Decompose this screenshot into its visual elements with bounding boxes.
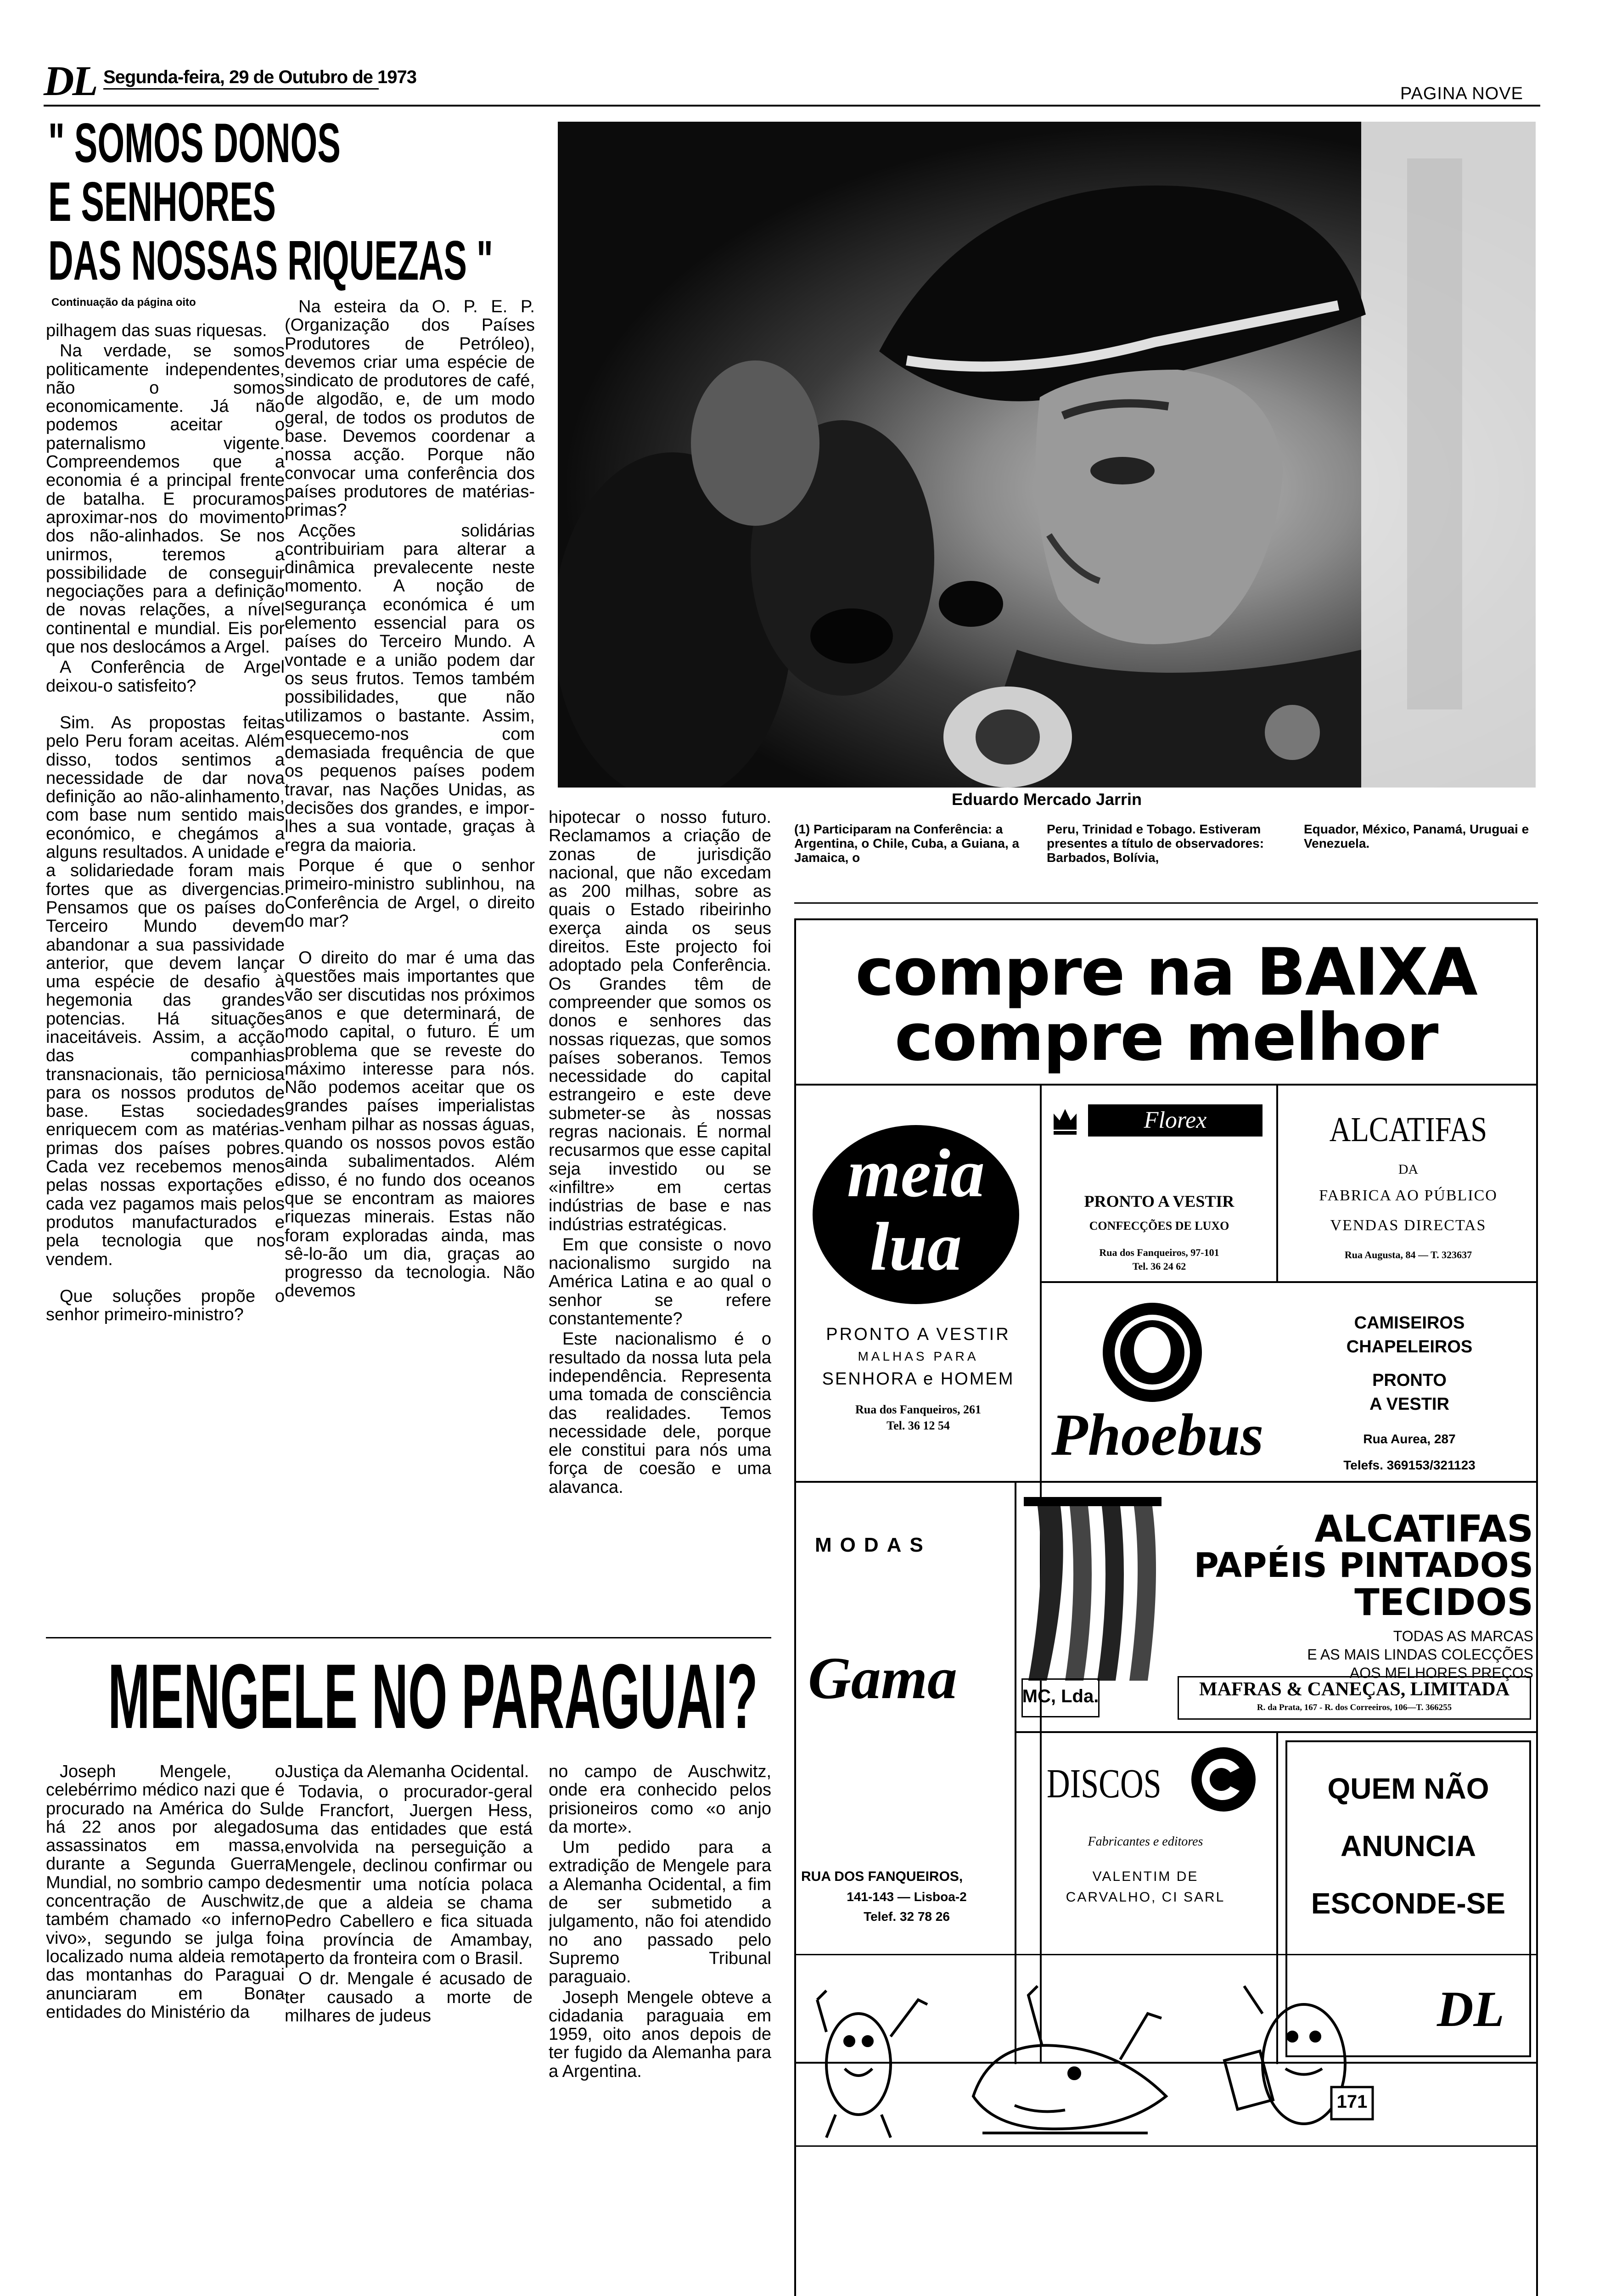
phoebus-line-2: CHAPELEIROS <box>1346 1337 1473 1356</box>
meialua-tel: Tel. 36 12 54 <box>887 1419 950 1432</box>
article-paragraph: Acções solidárias contribuiriam para alterar a dinâmica prevalecente neste momento. A noção de segurança económica é um elemento essencial para os países do Terceiro Mundo. A vontade e a união podem dar os seus frutos. Temos também possibilidades, que não utilizamos o bastante. Assim, esquecemo-nos com demasiada frequência de que os pequenos países podem travar, nas Nações Unidas, as decisões dos grandes, e impor-lhes a sua vontade, graças à regra da maioria. <box>285 521 535 855</box>
florex-line-1: PRONTO A VESTIR <box>1084 1192 1234 1210</box>
meialua-line-3: SENHORA e HOMEM <box>822 1369 1015 1389</box>
mengele-paragraph: O dr. Mengale é acusado de ter causado a morte de milhares de judeus <box>285 1969 533 2026</box>
florex-tel: Tel. 36 24 62 <box>1132 1261 1186 1272</box>
mafras-line-5: E AS MAIS LINDAS COLECÇÕES <box>1307 1646 1533 1663</box>
mafras-line-6: AOS MELHORES PREÇOS <box>1349 1665 1533 1681</box>
article-paragraph: pilhagem das suas riquesas. <box>46 321 267 340</box>
mafras-company: MAFRAS & CANEÇAS, LIMITADA <box>1199 1679 1509 1700</box>
header-date: Segunda-feira, 29 de Outubro de 1973 <box>103 67 416 87</box>
portrait-photo <box>558 122 1536 788</box>
mengele-paragraph: Joseph Mengele, o celebérrimo médico nazi que é procurado na América do Sul há 22 anos por alegados assassinatos em massa, durante a Segunda Guerra Mundial, no sombrio campo de concentração de Auschwitz, também chamado «o inferno vivo», segundo se julga foi localizado numa aldeia remota das montanhas do Paraguai anunciaram em Bona entidades do Ministério da <box>46 1762 285 2022</box>
article-column-2 <box>285 298 535 1620</box>
article-question: Em que consiste o novo nacionalismo surgido na América Latina e ao qual o senhor se refere constantemente? <box>549 1235 771 1329</box>
article-question: Que soluções propõe o senhor primeiro-ministro? <box>46 1286 285 1325</box>
phoebus-sun-icon <box>1100 1300 1205 1405</box>
mafras-line-1: ALCATIFAS <box>1314 1508 1533 1550</box>
gama-address: RUA DOS FANQUEIROS, <box>801 1869 963 1884</box>
meialua-line-2: MALHAS PARA <box>858 1349 979 1363</box>
phoebus-address: Rua Aurea, 287 <box>1363 1432 1456 1446</box>
footnote-col-3: Equador, México, Panamá, Uruguai e Venezuela. <box>1304 822 1529 850</box>
cartoon-tag: 171 <box>1336 2092 1368 2112</box>
article-paragraph: Na esteira da O. P. E. P. (Organização dos Países Produtores de Petróleo), devemos criar uma espécie de sindicato de produtores de café, de algodão, e, de um modo geral, de todos os produtos de base. Devemos coordenar a nossa acção. Porque não convocar uma conferência dos países produtores de matérias-primas? <box>285 298 535 520</box>
cartoon-illustration <box>799 1958 1533 2142</box>
article-question: A Conferência de Argel deixou-o satisfeito? <box>46 658 285 696</box>
article-question: Porque é que o senhor primeiro-ministro sublinhou, na Conferência de Argel, o direito do mar? <box>285 855 535 931</box>
discos-vc-logo <box>1189 1745 1258 1814</box>
quem-line-1: QUEM NÃO <box>1327 1772 1489 1805</box>
mengele-column-3 <box>549 1762 771 2146</box>
footnote-col-2: Peru, Trinidad e Tobago. Estiveram presentes a título de observadores: Barbados, Bolívia, <box>1047 822 1264 865</box>
mengele-headline: MENGELE NO PARAGUAI? <box>108 1645 758 1748</box>
article-column-3 <box>549 808 771 1626</box>
mafras-mc-text: MC, Lda. <box>1022 1686 1099 1706</box>
alcatifas-line-1: DA <box>1398 1162 1419 1177</box>
article-paragraph: O direito do mar é uma das questões mais importantes que vão ser discutidas nos próximos anos e que determinará, de modo capital, o futuro. É um problema que se reveste do máximo interesse para nós. Não podemos aceitar que os grandes países imperialistas venham pilhar as nossas águas, quando os nossos povos estão ainda subalimentados. Além disso, é no fundo dos oceanos que se encontram as maiores riquezas minerais. Estas não foram exploradas ainda, mas sê-lo-ão um dia, graças ao progresso da tecnologia. Não devemos <box>285 948 535 1301</box>
curtain-illustration <box>1019 1488 1166 1685</box>
ad-grid-rule <box>794 1481 1538 1483</box>
mengele-column-1 <box>46 1762 285 2146</box>
discos-title: DISCOS <box>1047 1761 1162 1806</box>
ads-top-rule <box>794 902 1538 904</box>
ad-grid-rule <box>794 1084 1538 1086</box>
discos-line-1: Fabricantes e editores <box>1088 1835 1203 1849</box>
headline-line-3: DAS NOSSAS RIQUEZAS " <box>48 229 493 292</box>
mengele-paragraph: Um pedido para a extradição de Mengele para a Alemanha Ocidental, a fim de ser submetido a julgamento, não foi atendido no ano passado pelo Supremo Tribunal paraguaio. <box>549 1838 771 1987</box>
article-paragraph: Este nacionalismo é o resultado da nossa luta pela independência. Representa uma tomada de consciência das realidades. Temos necessidade dele, porque ele constitui para nós uma força de coesão e uma alavanca. <box>549 1329 771 1497</box>
continuation-note: Continuação da página oito <box>51 296 196 309</box>
florex-address: Rua dos Fanqueiros, 97-101 <box>1099 1247 1219 1258</box>
header-page: PAGINA NOVE <box>1400 84 1523 103</box>
article-paragraph: hipotecar o nosso futuro. Reclamamos a criação de zonas de jurisdição nacional, que não excedam as 200 milhas, sobre as quais o Estado ribeirinho exerça ainda os seus direitos. Este projecto foi adoptado pela Conferência. Os Grandes têm de compreender que somos os donos e senhores das nossas riquezas, que somos países soberanos. Temos necessidade do capital estrangeiro e este deve submeter-se às nossas regras nacionais. É normal recusarmos que esse capital seja investido ou se «infiltre» em certas indústrias de base e nas indústrias estratégicas. <box>549 808 771 1234</box>
footnote-col-1: (1) Participaram na Conferência: a Argentina, o Chile, Cuba, a Guiana, a Jamaica, o <box>794 822 1020 865</box>
gama-logo: Gama <box>808 1645 957 1711</box>
meialua-logo-text-1: meia <box>847 1135 985 1211</box>
headline-line-1: " SOMOS DONOS <box>48 112 341 174</box>
mengele-top-rule <box>46 1637 771 1638</box>
ad-grid-rule <box>1276 1084 1278 1281</box>
mengele-paragraph: Justiça da Alemanha Ocidental. <box>285 1762 529 1781</box>
quem-line-2: ANUNCIA <box>1340 1829 1476 1863</box>
header-rule <box>44 105 1540 107</box>
phoebus-line-3: PRONTO <box>1372 1371 1447 1390</box>
phoebus-line-4: A VESTIR <box>1369 1395 1449 1414</box>
masthead-logo: DL <box>44 57 96 104</box>
mengele-paragraph: Todavia, o procurador-geral de Francfort, Juergen Hess, uma das entidades que está envolvida na perseguição a Mengele, declinou confirmar ou desmentir uma notícia polaca de que a aldeia se chama Pedro Cabellero e fica situada na província de Amambay, perto da fronteira com o Brasil. <box>285 1782 533 1968</box>
alcatifas-title: ALCATIFAS <box>1329 1110 1487 1149</box>
florex-logo: Florex <box>1088 1104 1262 1137</box>
ad-banner-line-1: compre na BAIXA <box>855 934 1477 1010</box>
mafras-line-4: TODAS AS MARCAS <box>1393 1628 1533 1644</box>
phoebus-line-1: CAMISEIROS <box>1354 1313 1465 1333</box>
meialua-logo-text-2: lua <box>870 1209 962 1285</box>
discos-line-3: CARVALHO, CI SARL <box>1066 1890 1225 1905</box>
mengele-paragraph: Joseph Mengele obteve a cidadania paraguaia em 1959, oito anos depois de ter fugido da Alemanha para a Argentina. <box>549 1987 771 2081</box>
header-underline <box>103 88 379 90</box>
mafras-line-2: PAPÉIS PINTADOS <box>1194 1546 1533 1585</box>
headline-line-2: E SENHORES <box>48 170 276 233</box>
quem-line-3: ESCONDE-SE <box>1311 1887 1506 1920</box>
crown-icon <box>1051 1104 1079 1137</box>
photo-illustration <box>558 122 1536 788</box>
gama-tel: Telef. 32 78 26 <box>864 1909 950 1924</box>
cartoon-logo: DL <box>1437 1981 1504 2037</box>
gama-top: MODAS <box>815 1534 931 1556</box>
ad-grid-rule <box>1040 1281 1538 1283</box>
article-paragraph: Na verdade, se somos politicamente independentes, não o somos economicamente. Já não podemos aceitar o paternalismo vigente. Compreendemos que a economia é a principal frente de batalha. E procuramos aproximar-nos do movimento dos não-alinhados. Se nos unirmos, teremos a possibilidade de conseguir negociações para a definição de novas relações, a nível continental e mundial. Eis por que nos deslocámos a Argel. <box>46 341 285 657</box>
mengele-column-2 <box>285 1762 533 2146</box>
alcatifas-address: Rua Augusta, 84 — T. 323637 <box>1344 1249 1472 1261</box>
gama-address-2: 141-143 — Lisboa-2 <box>847 1890 967 1904</box>
mafras-line-3: TECIDOS <box>1354 1581 1533 1624</box>
meialua-address: Rua dos Fanqueiros, 261 <box>855 1403 982 1416</box>
mengele-paragraph: no campo de Auschwitz, onde era conhecido pelos prisioneiros como «o anjo da morte». <box>549 1762 771 1837</box>
phoebus-logo: Phoebus <box>1051 1402 1264 1468</box>
phoebus-tel: Telefs. 369153/321123 <box>1343 1458 1476 1472</box>
alcatifas-line-2: FABRICA AO PÚBLICO <box>1319 1187 1498 1204</box>
ad-banner-line-2: compre melhor <box>894 1000 1438 1075</box>
article-paragraph: Sim. As propostas feitas pelo Peru foram aceitas. Além disso, todos sentimos a necessidade de dar nova definição ao não-alinhamento, com base num sentido mais económico, e chegámos a alguns resultados. A unidade e a solidariedade foram mais fortes que as divergencias. Pensamos que os países do Terceiro Mundo devem abandonar a sua passividade anterior, que devem lançar uma espécie de desafio à hegemonia das grandes potencias. Há situações inaceitáveis. Assim, a acção das companhias transnacionais, tão perniciosa para os nossos produtos de base. Estas sociedades enriquecem com as matérias-primas dos países pobres. Cada vez recebemos menos pelas nossas exportações e cada vez pagamos mais pelos produtos manufacturados e pela tecnologia que nos vendem. <box>46 713 285 1269</box>
discos-line-2: VALENTIM DE <box>1092 1869 1199 1884</box>
photo-caption: Eduardo Mercado Jarrin <box>951 790 1142 809</box>
alcatifas-line-3: VENDAS DIRECTAS <box>1330 1217 1487 1234</box>
meialua-line-1: PRONTO A VESTIR <box>826 1325 1010 1344</box>
mafras-address: R. da Prata, 167 - R. dos Correeiros, 106—T. 366255 <box>1257 1703 1452 1712</box>
article-column-1 <box>46 321 285 1635</box>
florex-line-2: CONFECÇÕES DE LUXO <box>1089 1219 1229 1232</box>
